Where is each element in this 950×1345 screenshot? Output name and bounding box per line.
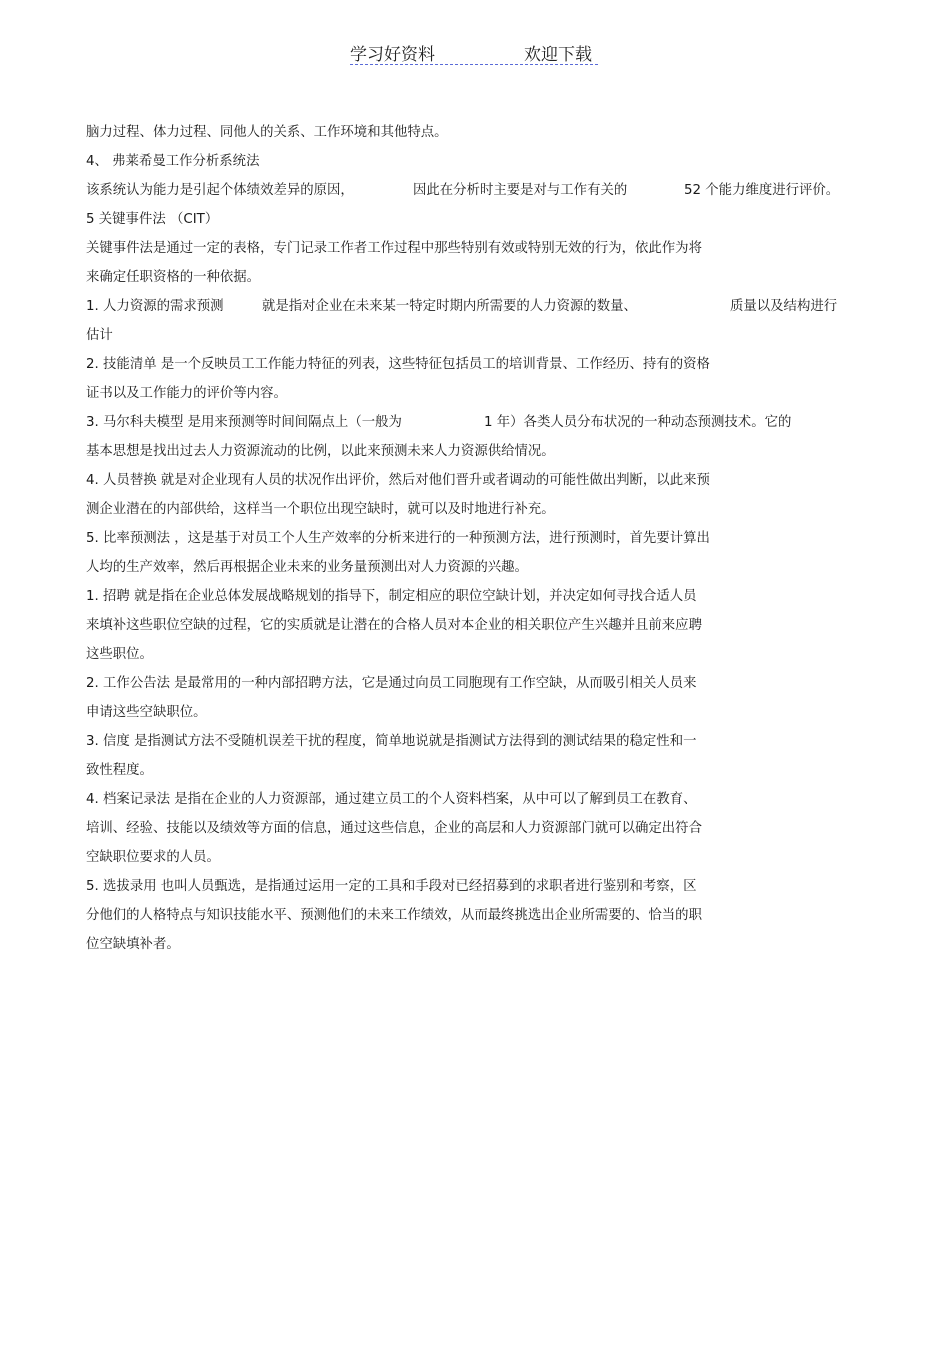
text-line: 这些职位。 bbox=[86, 647, 153, 662]
text-line: 1. 招聘 就是指在企业总体发展战略规划的指导下，制定相应的职位空缺计划，并决定如何寻找合适人员 bbox=[86, 589, 697, 604]
section-heading: 5 关键事件法 （CIT） bbox=[86, 212, 219, 227]
text-line: 分他们的人格特点与知识技能水平、预测他们的未来工作绩效，从而最终挑选出企业所需要的、恰当的职 bbox=[86, 908, 702, 923]
page-header bbox=[350, 40, 598, 65]
text-line-split bbox=[86, 294, 886, 323]
text-line: 5. 选拔录用 也叫人员甄选，是指通过运用一定的工具和手段对已经招募到的求职者进行鉴别和考察，区 bbox=[86, 879, 697, 894]
text-line: 5. 比率预测法 ，这是基于对员工个人生产效率的分析来进行的一种预测方法，进行预测时，首先要计算出 bbox=[86, 531, 710, 546]
text-line: 证书以及工作能力的评价等内容。 bbox=[86, 386, 287, 401]
text-line: 来填补这些职位空缺的过程，它的实质就是让潜在的合格人员对本企业的相关职位产生兴趣并且前来应聘 bbox=[86, 618, 702, 633]
document-body bbox=[86, 120, 886, 961]
text-line: 3. 信度 是指测试方法不受随机误差干扰的程度，简单地说就是指测试方法得到的测试结果的稳定性和一 bbox=[86, 734, 697, 749]
text-segment: 3. 马尔科夫模型 是用来预测等时间间隔点上（一般为 bbox=[86, 415, 402, 430]
text-line: 4. 档案记录法 是指在企业的人力资源部，通过建立员工的个人资料档案，从中可以了解到员工在教育、 bbox=[86, 792, 697, 807]
text-line: 估计 bbox=[86, 328, 113, 343]
text-line: 4. 人员替换 就是对企业现有人员的状况作出评价，然后对他们晋升或者调动的可能性做出判断，以此来预 bbox=[86, 473, 710, 488]
text-line: 培训、经验、技能以及绩效等方面的信息，通过这些信息，企业的高层和人力资源部门就可以确定出符合 bbox=[86, 821, 702, 836]
text-line: 关键事件法是通过一定的表格，专门记录工作者工作过程中那些特别有效或特别无效的行为，依此作为将 bbox=[86, 241, 702, 256]
text-line: 脑力过程、体力过程、同他人的关系、工作环境和其他特点。 bbox=[86, 125, 448, 140]
section-heading: 4、 弗莱希曼工作分析系统法 bbox=[86, 154, 260, 169]
text-line: 申请这些空缺职位。 bbox=[86, 705, 207, 720]
text-line: 2. 工作公告法 是最常用的一种内部招聘方法，它是通过向员工同胞现有工作空缺，从而吸引相关人员来 bbox=[86, 676, 697, 691]
text-segment: 52 个能力维度进行评价。 bbox=[684, 183, 840, 198]
text-line-split bbox=[86, 178, 886, 207]
header-right-text: 欢迎下载 bbox=[524, 45, 592, 65]
text-segment: 质量以及结构进行 bbox=[730, 299, 838, 314]
text-line-split bbox=[86, 410, 886, 439]
text-segment: 1. 人力资源的需求预测 bbox=[86, 299, 224, 314]
text-line: 2. 技能清单 是一个反映员工工作能力特征的列表，这些特征包括员工的培训背景、工作经历、持有的资格 bbox=[86, 357, 710, 372]
text-segment: 该系统认为能力是引起个体绩效差异的原因， bbox=[86, 183, 354, 198]
text-line: 人均的生产效率，然后再根据企业未来的业务量预测出对人力资源的兴趣。 bbox=[86, 560, 528, 575]
text-line: 致性程度。 bbox=[86, 763, 153, 778]
text-line: 空缺职位要求的人员。 bbox=[86, 850, 220, 865]
text-line: 位空缺填补者。 bbox=[86, 937, 180, 952]
text-line: 基本思想是找出过去人力资源流动的比例，以此来预测未来人力资源供给情况。 bbox=[86, 444, 555, 459]
text-segment: 就是指对企业在未来某一特定时期内所需要的人力资源的数量、 bbox=[262, 299, 637, 314]
text-segment: 因此在分析时主要是对与工作有关的 bbox=[413, 183, 628, 198]
text-line: 测企业潜在的内部供给，这样当一个职位出现空缺时，就可以及时地进行补充。 bbox=[86, 502, 555, 517]
header-left-text: 学习好资料 bbox=[350, 45, 435, 65]
text-segment: 1 年）各类人员分布状况的一种动态预测技术。它的 bbox=[484, 415, 792, 430]
text-line: 来确定任职资格的一种依据。 bbox=[86, 270, 261, 285]
